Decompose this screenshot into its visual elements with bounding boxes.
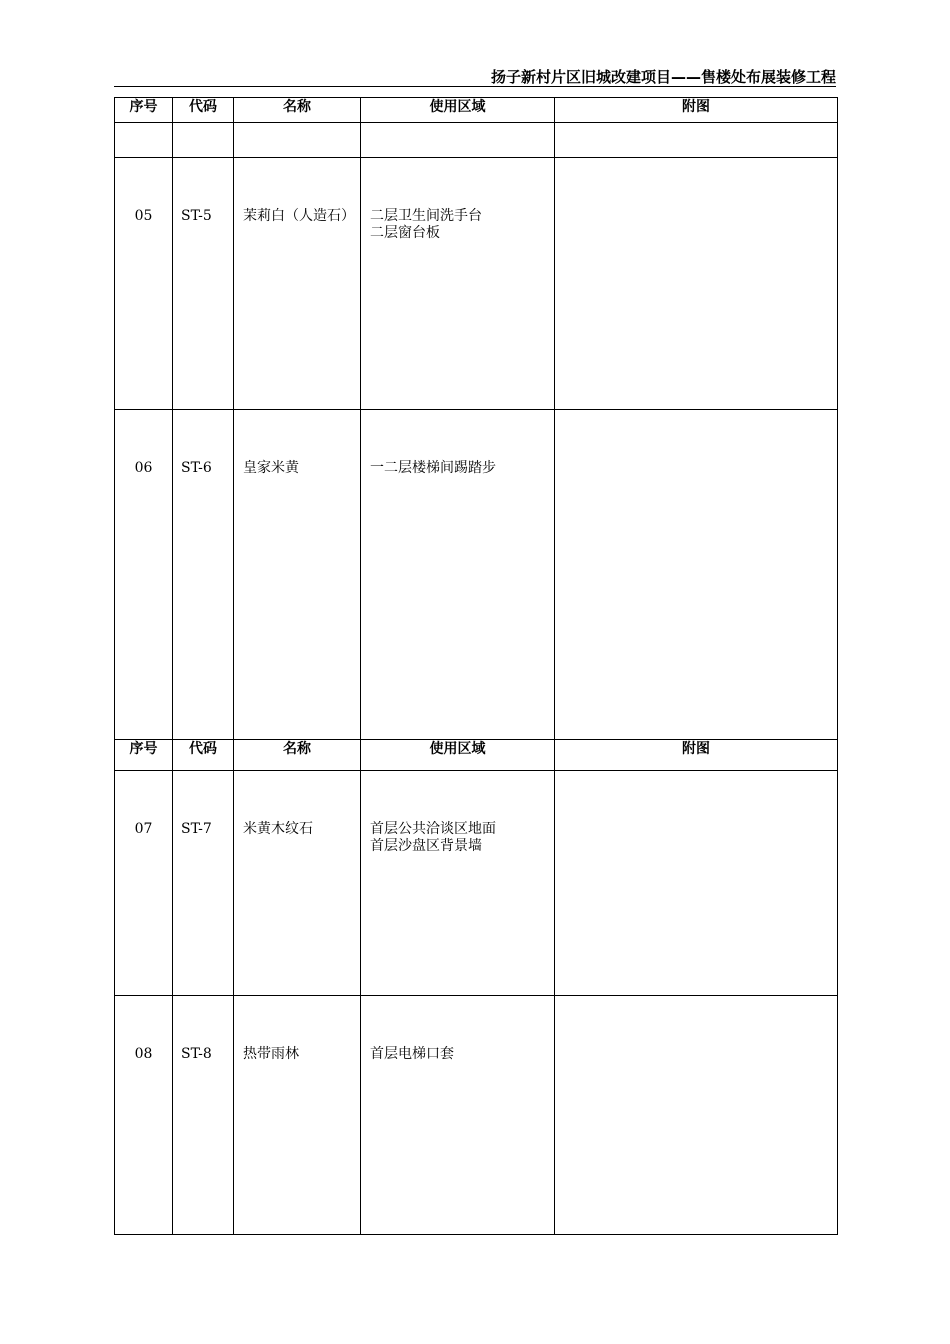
material-table-part-1 (114, 97, 838, 740)
table-header-row (115, 98, 838, 123)
area-line: 首层公共洽谈区地面 (370, 821, 496, 837)
image-cell (555, 410, 838, 740)
table-row (115, 996, 838, 1235)
area-line: 首层沙盘区背景墙 (370, 838, 482, 854)
table-row-empty (115, 123, 838, 158)
area-line: 一二层楼梯间踢踏步 (370, 460, 496, 476)
column-header-code: 代码 (173, 98, 234, 123)
column-header-name: 名称 (234, 740, 361, 771)
header-divider (114, 86, 836, 87)
column-header-image: 附图 (555, 740, 838, 771)
row-no: 05 (115, 158, 173, 410)
row-no: 06 (115, 410, 173, 740)
row-area (361, 996, 555, 1235)
table-row (115, 410, 838, 740)
area-line: 首层电梯口套 (370, 1046, 454, 1062)
row-name: 米黄木纹石 (234, 771, 361, 996)
row-area (361, 771, 555, 996)
column-header-image: 附图 (555, 98, 838, 123)
row-no: 08 (115, 996, 173, 1235)
empty-cell (173, 123, 234, 158)
image-cell (555, 771, 838, 996)
row-code: ST-5 (173, 158, 234, 410)
column-header-code: 代码 (173, 740, 234, 771)
row-code: ST-7 (173, 771, 234, 996)
material-table-part-2 (114, 739, 838, 1235)
document-header-title: 扬子新村片区旧城改建项目——售楼处布展装修工程 (490, 68, 836, 86)
row-name: 茉莉白（人造石） (234, 158, 361, 410)
column-header-area: 使用区域 (361, 740, 555, 771)
empty-cell (115, 123, 173, 158)
column-header-area: 使用区域 (361, 98, 555, 123)
column-header-no: 序号 (115, 740, 173, 771)
empty-cell (555, 123, 838, 158)
table-row (115, 771, 838, 996)
column-header-name: 名称 (234, 98, 361, 123)
image-cell (555, 158, 838, 410)
row-code: ST-8 (173, 996, 234, 1235)
row-name: 皇家米黄 (234, 410, 361, 740)
row-area (361, 158, 555, 410)
row-code: ST-6 (173, 410, 234, 740)
empty-cell (234, 123, 361, 158)
table-row (115, 158, 838, 410)
row-area (361, 410, 555, 740)
column-header-no: 序号 (115, 98, 173, 123)
image-cell (555, 996, 838, 1235)
row-no: 07 (115, 771, 173, 996)
table-header-row (115, 740, 838, 771)
area-line: 二层窗台板 (370, 225, 440, 241)
empty-cell (361, 123, 555, 158)
area-line: 二层卫生间洗手台 (370, 208, 482, 224)
row-name: 热带雨林 (234, 996, 361, 1235)
